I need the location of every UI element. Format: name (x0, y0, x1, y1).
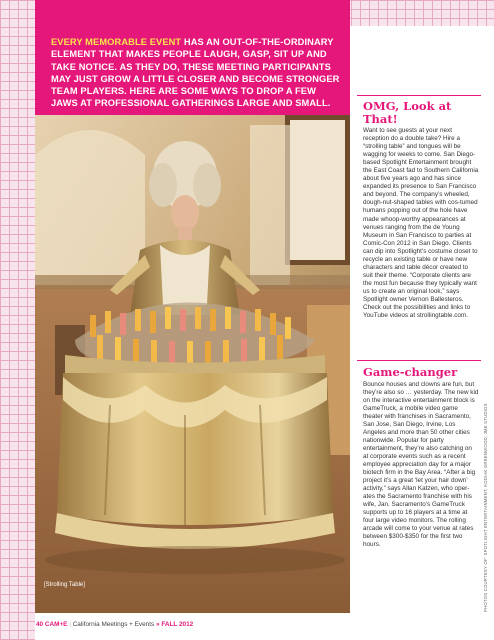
photo-caption: [Strolling Table] (44, 582, 85, 588)
footer-separator: | (69, 621, 71, 628)
footer-arrow: » (156, 621, 160, 628)
intro-body: HAS AN OUT-OF-THE-ORDINARY ELEMENT THAT MAKES PEOPLE LAUGH, GASP, SIT UP AND TAKE NOTICE. AS THEY DO, THESE MEETING PARTICIPANTS MAY JUST GROW A LITTLE CLOSER AND BECOME STRONGER TEAM PLAYERS. HERE ARE SOME WAYS TO DROP A FEW JAWS AT PROFESSIONAL GATHERINGS LARGE AND SMALL. (51, 37, 340, 109)
brand-logo: CAM+E (44, 621, 68, 628)
issue-season: FALL 2012 (161, 621, 194, 628)
section-title-game-changer: Game-changer (363, 365, 458, 379)
intro-lead: EVERY MEMORABLE EVENT (51, 37, 182, 47)
page-footer (36, 620, 366, 629)
section-body-omg: Want to see guests at your next reception do a double take? Hire a “strolling table” and tongues will be wagging for weeks to come. San Diego-based Spotlight Entertainment brought the East Coast fad to Southern California about five years ago and has since expanded its presence to San Francisco and beyond. The company’s wheeled, dough-nut-shaped tables with cos-tumed humans popping out of the hole have made whoop-worthy appearances at venues ranging from the de Young Museum in San Francisco to parties at Comic-Con 2012 in San Diego. Clients can dip into Spotlight’s costume closet to recycle an existing table or have new characters and table décor created to suit their theme. “Corporate clients are the most fun because they typically want us to create an original look,” says Spotlight owner Vernon Ballesteros. Check out the possibilities and links to YouTube videos at strollingtable.com. (363, 127, 479, 320)
photo-illustration (35, 115, 350, 613)
section-game-changer (363, 366, 479, 549)
left-border-pattern (0, 0, 35, 640)
intro-text (51, 36, 343, 110)
page-number: 40 (36, 621, 44, 628)
strolling-table-photo (35, 115, 350, 613)
photo-credit: PHOTOS COURTESY OF: SPOTLIGHT ENTERTAINMENT; KODIAK GREENWOOD; JME STUDIOS (483, 403, 488, 612)
section-omg (363, 100, 479, 320)
publication-name: California Meetings + Events (72, 621, 155, 628)
section-title-omg: OMG, Look at That! (363, 99, 452, 126)
section-rule-top (357, 95, 481, 96)
section-body-game-changer: Bounce houses and clowns are fun, but they’re also so … yesterday. The new kid on the interactive entertainment block is GameTruck, a mobile video game theater with franchises in Sacramento, San Jose, San Diego, Irvine, Los Angeles and more than 50 other cities nationwide. Popular for party entertainment, they’re also catching on at corporate events such as a recent employee appreciation day for a major biotech firm in the Bay Area. “After a big project it’s a great ‘let your hair down’ activity,” says Allan Katzen, who oper-ates the Sacramento franchise with his wife, Jan. Sacramento’s GameTruck supports up to 16 players at a time at four large video monitors. The rolling arcade will come to your venue at rates between $300-$350 for the first two hours. (363, 380, 479, 549)
section-rule-mid (357, 360, 481, 361)
